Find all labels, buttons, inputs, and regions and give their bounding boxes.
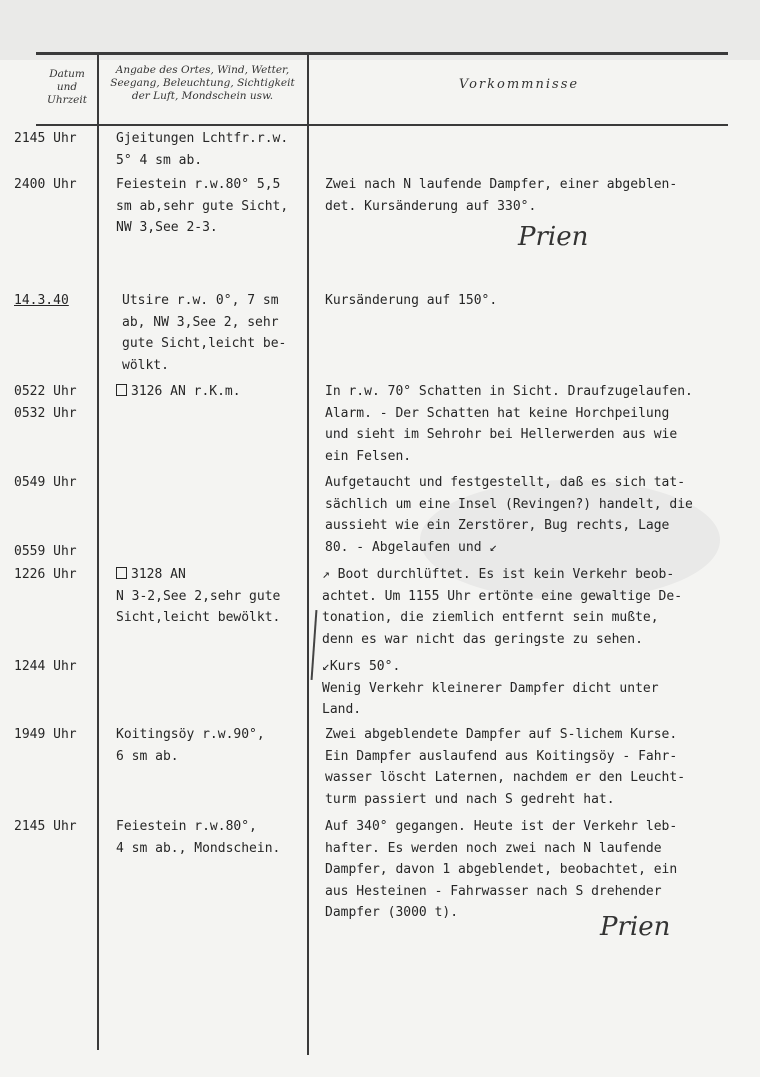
column-divider-1: [97, 55, 99, 1050]
entry-event: ↙Kurs 50°. Wenig Verkehr kleinerer Dampfer dicht unter Land.: [322, 659, 659, 718]
entry-time: 1244 Uhr: [14, 659, 77, 674]
entry-location: Feiestein r.w.80°, 4 sm ab., Mondschein.: [116, 819, 281, 856]
entry-location: Gjeitungen Lchtfr.r.w. 5° 4 sm ab.: [116, 131, 289, 168]
entry-event: Auf 340° gegangen. Heute ist der Verkehr leb- hafter. Es werden noch zwei nach N laufende Dampfer, davon 1 abgeblendet, beobachtet, ein aus Hesteinen - Fahrwasser nach S drehender Dampfer (3000 t).: [325, 819, 678, 921]
entry-event: Zwei abgeblendete Dampfer auf S-lichem Kurse. Ein Dampfer auslaufend aus Koitingsöy - Fahr- wasser löscht Laternen, nachdem er den Leucht- turm passiert und nach S gedreht hat.: [325, 727, 686, 807]
header-events: Vorkommnisse: [458, 77, 580, 92]
entry-time: 2145 Uhr: [14, 819, 77, 834]
entry-event: Kursänderung auf 150°.: [325, 293, 498, 308]
entry-location: 3128 AN N 3-2,See 2,sehr gute Sicht,leicht bewölkt.: [116, 567, 281, 626]
entry-time: 2400 Uhr: [14, 177, 77, 192]
grid-square-icon: [116, 384, 127, 396]
arrow-down-icon: ↙: [322, 659, 330, 674]
header-date-time: Datum und Uhrzeit: [47, 68, 87, 106]
entry-location: 3126 AN r.K.m.: [116, 381, 241, 403]
arrow-up-icon: ↗: [322, 567, 330, 582]
header-rule: [36, 124, 728, 126]
signature: Prien: [600, 912, 671, 942]
entry-location: Utsire r.w. 0°, 7 sm ab, NW 3,See 2, sehr gute Sicht,leicht be- wölkt.: [122, 293, 287, 373]
header-location-weather: Angabe des Ortes, Wind, Wetter, Seegang, Beleuchtung, Sichtigkeit der Luft, Mondschein usw.: [110, 64, 295, 102]
arrow-down-icon: ↙: [489, 539, 498, 555]
entry-date: 14.3.40: [14, 293, 69, 308]
column-divider-2: [307, 55, 309, 1055]
entry-location: Feiestein r.w.80° 5,5 sm ab,sehr gute Sicht, NW 3,See 2-3.: [116, 177, 289, 236]
entry-event: Zwei nach N laufende Dampfer, einer abgeblen- det. Kursänderung auf 330°.: [325, 177, 678, 214]
entry-time: 0549 Uhr: [14, 475, 77, 490]
entry-time: 0559 Uhr: [14, 544, 77, 559]
entry-event: ↗ Boot durchlüftet. Es ist kein Verkehr beob- achtet. Um 1155 Uhr ertönte eine gewaltige De- tonation, die ziemlich entfernt sein mußte, denn es war nicht das geringste zu sehen.: [322, 567, 683, 647]
signature: Prien: [518, 222, 589, 252]
entry-time: 0522 Uhr 0532 Uhr: [14, 384, 77, 421]
margin-mark: [311, 610, 318, 680]
entry-time: 2145 Uhr: [14, 131, 77, 146]
grid-square-icon: [116, 567, 127, 579]
entry-event: Aufgetaucht und festgestellt, daß es sich tat- sächlich um eine Insel (Revingen?) handelt, die aussieht wie ein Zerstörer, Bug rechts, Lage 80. - Abgelaufen und ↙: [325, 475, 693, 555]
top-rule: [36, 52, 728, 55]
entry-time: 1226 Uhr: [14, 567, 77, 582]
entry-time: 1949 Uhr: [14, 727, 77, 742]
entry-event: In r.w. 70° Schatten in Sicht. Draufzugelaufen. Alarm. - Der Schatten hat keine Horchpeilung und sieht im Sehrohr bei Hellerwerden aus wie ein Felsen.: [325, 384, 693, 464]
entry-location: Koitingsöy r.w.90°, 6 sm ab.: [116, 727, 265, 764]
